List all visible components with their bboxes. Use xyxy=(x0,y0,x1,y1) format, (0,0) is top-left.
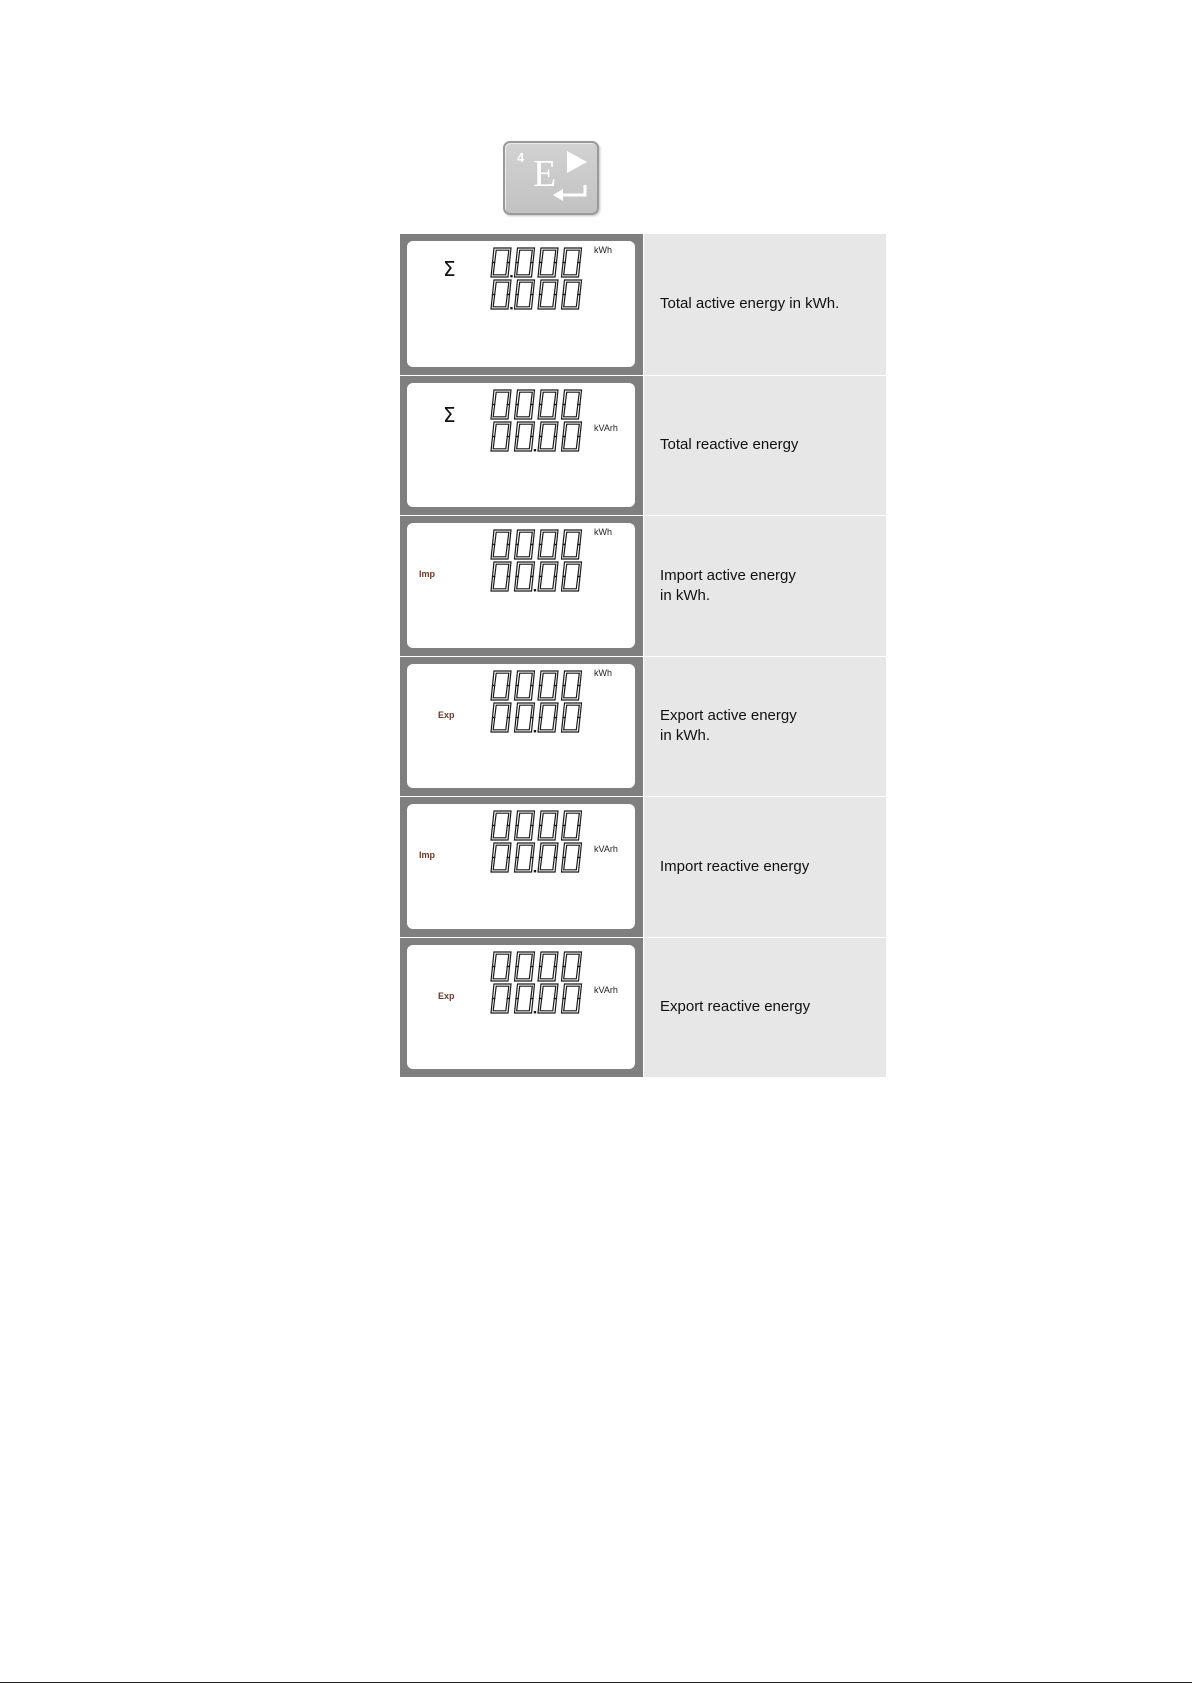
lcd-digit xyxy=(538,248,558,277)
lcd-panel xyxy=(407,241,635,367)
description-text: Import reactive energy xyxy=(660,857,810,875)
table-row xyxy=(400,234,886,375)
lcd-digit xyxy=(562,843,582,872)
lcd-panel xyxy=(407,383,635,508)
table-row xyxy=(400,515,886,656)
lcd-digit xyxy=(491,952,511,981)
description-text: Total active energy in kWh. xyxy=(660,295,840,313)
display-screens-table xyxy=(400,234,886,1077)
lcd-panel xyxy=(407,664,635,789)
lcd-line-1 xyxy=(491,530,582,559)
enter-arrow-icon xyxy=(553,185,585,201)
unit-label: kWh xyxy=(594,667,612,678)
lcd-line-2 xyxy=(491,280,582,309)
lcd-digit xyxy=(491,671,511,700)
lcd-digits xyxy=(407,945,635,1070)
lcd-line-1 xyxy=(491,952,582,981)
lcd-digit xyxy=(515,530,535,559)
lcd-digit xyxy=(538,703,558,732)
lcd-digits xyxy=(407,523,635,648)
lcd-digit xyxy=(515,671,535,700)
lcd-digit xyxy=(491,422,511,451)
lcd-digit xyxy=(491,811,511,840)
description-cell xyxy=(643,234,886,375)
lcd-panel xyxy=(407,523,635,648)
lcd-digit xyxy=(538,843,558,872)
lcd-line-2 xyxy=(491,984,582,1013)
lcd-digit xyxy=(515,422,535,451)
description-text: Export reactive energy xyxy=(660,998,811,1016)
lcd-digit xyxy=(538,952,558,981)
lcd-digit xyxy=(538,422,558,451)
lcd-line-1 xyxy=(491,248,582,277)
exp-indicator: Exp xyxy=(438,709,455,720)
lcd-decimal-point xyxy=(510,307,512,309)
lcd-digit xyxy=(491,530,511,559)
lcd-digit xyxy=(562,671,582,700)
lcd-digit xyxy=(515,703,535,732)
lcd-line-2 xyxy=(491,843,582,872)
key-number: 4 xyxy=(517,150,525,165)
lcd-digit xyxy=(491,843,511,872)
lcd-decimal-point xyxy=(534,449,536,451)
lcd-panel xyxy=(407,804,635,929)
lcd-digit xyxy=(515,562,535,591)
e-key-button[interactable] xyxy=(503,141,599,215)
footer-rule xyxy=(0,1682,1192,1683)
lcd-digit xyxy=(538,984,558,1013)
lcd-line-1 xyxy=(491,671,582,700)
imp-indicator: Imp xyxy=(419,569,436,579)
lcd-digit xyxy=(515,984,535,1013)
lcd-digit xyxy=(562,390,582,419)
lcd-digit xyxy=(538,562,558,591)
lcd-digit xyxy=(538,280,558,309)
lcd-digit xyxy=(515,811,535,840)
lcd-decimal-point xyxy=(534,870,536,872)
lcd-digits xyxy=(407,383,635,508)
unit-label: kVArh xyxy=(594,422,618,433)
lcd-digits xyxy=(407,241,635,366)
lcd-line-1 xyxy=(491,390,582,419)
lcd-decimal-point xyxy=(510,275,512,277)
lcd-decimal-point xyxy=(534,589,536,591)
table-row xyxy=(400,937,886,1078)
lcd-digit xyxy=(562,530,582,559)
sigma-indicator: Σ xyxy=(443,402,456,427)
description-cell xyxy=(643,937,886,1078)
table-row xyxy=(400,656,886,797)
description-cell xyxy=(643,375,886,516)
lcd-digit xyxy=(515,952,535,981)
lcd-panel xyxy=(407,945,635,1070)
lcd-digit xyxy=(562,562,582,591)
table-row xyxy=(400,375,886,516)
lcd-digit xyxy=(491,562,511,591)
description-text: Export active energy in kWh. xyxy=(660,707,797,745)
lcd-digit xyxy=(538,530,558,559)
lcd-digit xyxy=(515,280,535,309)
description-text: Total reactive energy xyxy=(660,436,799,454)
lcd-digit xyxy=(562,811,582,840)
lcd-screen xyxy=(400,796,643,937)
lcd-digits xyxy=(407,804,635,929)
lcd-digit xyxy=(538,671,558,700)
lcd-screen xyxy=(400,234,643,375)
description-text: Import active energy in kWh. xyxy=(660,566,796,604)
lcd-digit xyxy=(491,703,511,732)
unit-label: kWh xyxy=(594,527,612,537)
unit-label: kVArh xyxy=(594,844,618,854)
lcd-digit xyxy=(562,248,582,277)
lcd-decimal-point xyxy=(534,730,536,732)
description-cell xyxy=(643,796,886,937)
lcd-line-2 xyxy=(491,562,582,591)
lcd-screen xyxy=(400,656,643,797)
lcd-line-2 xyxy=(491,703,582,732)
lcd-digit xyxy=(562,703,582,732)
lcd-digit xyxy=(491,984,511,1013)
lcd-digit xyxy=(515,248,535,277)
description-cell xyxy=(643,656,886,797)
lcd-digit xyxy=(538,390,558,419)
lcd-line-1 xyxy=(491,811,582,840)
lcd-digit xyxy=(515,843,535,872)
lcd-line-2 xyxy=(491,422,582,451)
imp-indicator: Imp xyxy=(419,850,436,860)
lcd-decimal-point xyxy=(534,1011,536,1013)
exp-indicator: Exp xyxy=(438,990,455,1001)
lcd-digit xyxy=(562,952,582,981)
right-arrow-icon xyxy=(567,151,587,173)
lcd-screen xyxy=(400,515,643,656)
lcd-digit xyxy=(562,984,582,1013)
lcd-digit xyxy=(562,422,582,451)
lcd-digit xyxy=(491,280,511,309)
sigma-indicator: Σ xyxy=(443,257,456,281)
lcd-digits xyxy=(407,664,635,789)
lcd-digit xyxy=(491,390,511,419)
lcd-digit xyxy=(562,280,582,309)
key-letter: E xyxy=(533,153,557,195)
description-cell xyxy=(643,515,886,656)
lcd-digit xyxy=(538,811,558,840)
lcd-digit xyxy=(515,390,535,419)
table-row xyxy=(400,796,886,937)
lcd-digit xyxy=(491,248,511,277)
lcd-screen xyxy=(400,937,643,1078)
lcd-screen xyxy=(400,375,643,516)
unit-label: kVArh xyxy=(594,984,618,995)
unit-label: kWh xyxy=(594,245,612,255)
